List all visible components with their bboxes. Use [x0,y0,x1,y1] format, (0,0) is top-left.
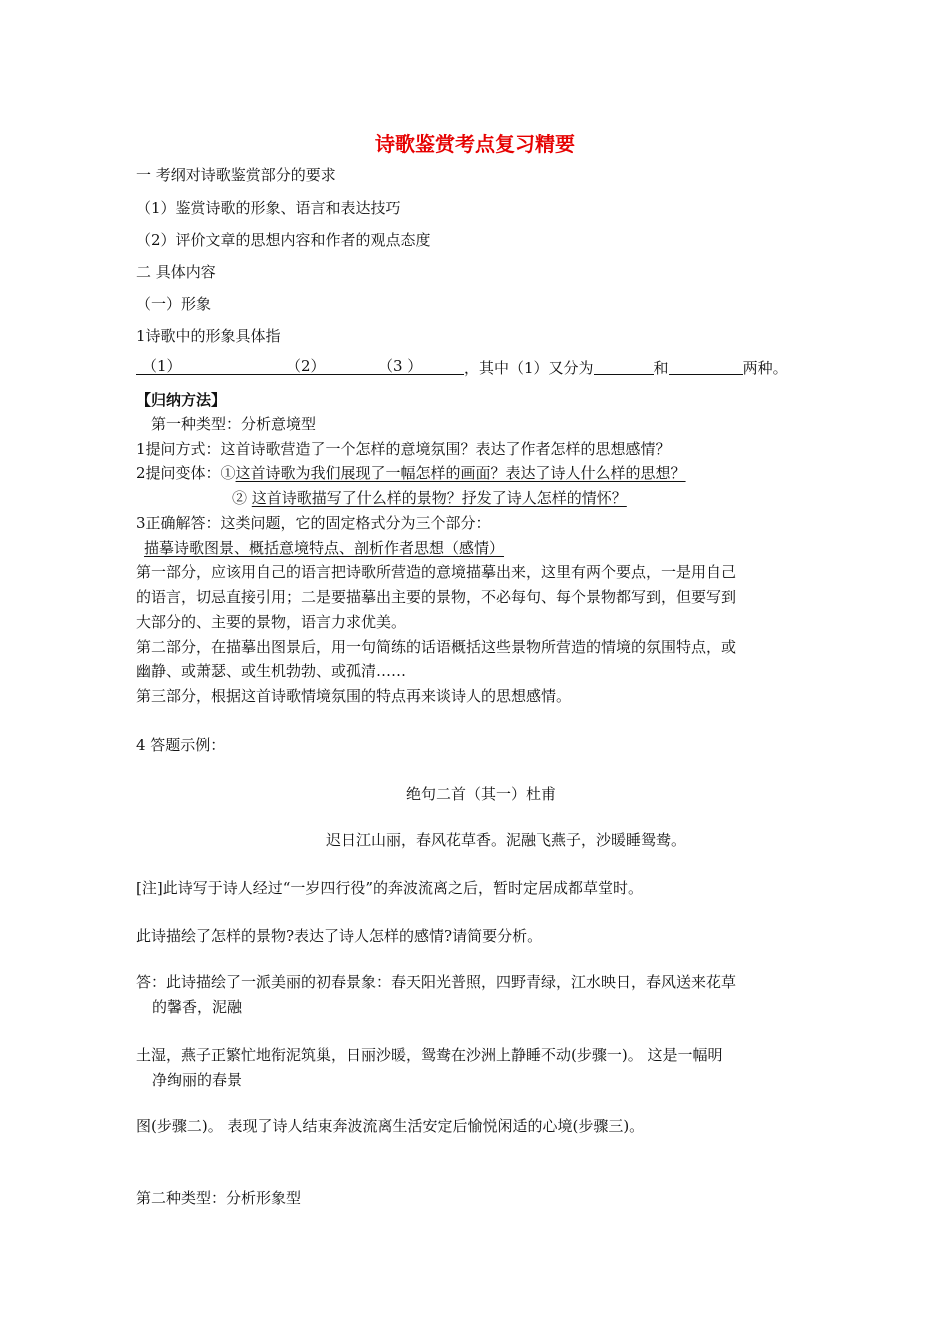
example-question: 此诗描绘了怎样的景物?表达了诗人怎样的感情?请简要分析。 [136,927,543,945]
part1-line-2: 的语言，切忌直接引用；二是要描摹出主要的景物，不必每句、每个景物都写到，但要写到 [136,588,737,606]
type2-heading: 第二种类型：分析形象型 [136,1189,302,1207]
requirement-item-2: （2）评价文章的思想内容和作者的观点态度 [136,231,431,249]
method-heading: 【归纳方法】 [136,391,227,409]
section1-heading: 一 考纲对诗歌鉴赏部分的要求 [136,166,336,184]
subsection-image: （一）形象 [136,295,212,313]
answer-formula: 描摹诗歌图景、概括意境特点、剖析作者思想（感情） [144,539,505,557]
blank-1: （1） [136,358,282,375]
part2-line-2: 幽静、或萧瑟、或生机勃勃、或孤清…… [136,662,407,680]
question-variant-2: ② 这首诗歌描写了什么样的景物？抒发了诗人怎样的情怀？ [232,489,627,507]
question-format: 1提问方式：这首诗歌营造了一个怎样的意境氛围？表达了作者怎样的思想感情？ [136,440,671,458]
answer-line-1: 答：此诗描绘了一派美丽的初春景象：春天阳光普照，四野青绿，江水映日，春风送来花草 [136,973,737,991]
requirement-item-1: （1）鉴赏诗歌的形象、语言和表达技巧 [136,199,401,217]
poem-body: 迟日江山丽，春风花草香。泥融飞燕子，沙暖睡鸳鸯。 [326,831,687,849]
fill-and-text: 和 [653,359,669,377]
answer-line-2: 的馨香，泥融 [152,998,243,1016]
example-heading: 4 答题示例： [136,736,226,754]
fill-end-text: 两种。 [742,359,788,377]
answer-line-4: 净绚丽的春景 [152,1071,243,1089]
part2-line-1: 第二部分，在描摹出图景后，用一句简练的话语概括这些景物所营造的情境的氛围特点，或 [136,638,737,656]
fill-mid-text: ，其中（1）又分为 [464,359,594,377]
part3-line: 第三部分，根据这首诗歌情境氛围的特点再来谈诗人的思想感情。 [136,687,572,705]
blank-2: （2） [282,358,374,375]
variant-2-text: 这首诗歌描写了什么样的景物？抒发了诗人怎样的情怀？ [251,489,627,507]
part1-line-3: 大部分的、主要的景物，语言力求优美。 [136,613,407,631]
poem-title: 绝句二首（其一）杜甫 [406,785,557,803]
question-variant-1: 2提问变体：①这首诗歌为我们展现了一幅怎样的画面？表达了诗人什么样的思想？ [136,464,686,482]
blank-4 [594,358,654,375]
poem-note: [注]此诗写于诗人经过“一岁四行役”的奔波流离之后，暂时定居成都草堂时。 [136,879,644,897]
section2-heading: 二 具体内容 [136,263,216,281]
point-1: 1诗歌中的形象具体指 [136,327,281,345]
variant-1-text: 这首诗歌为我们展现了一幅怎样的画面？表达了诗人什么样的思想？ [235,464,686,482]
blank-5 [669,358,743,375]
answer-line-5: 图(步骤二)。 表现了诗人结束奔波流离生活安定后愉悦闲适的心境(步骤三)。 [136,1117,645,1135]
fill-in-line [136,358,788,378]
blank-3: （3 ） [374,358,464,375]
document-title: 诗歌鉴赏考点复习精要 [375,132,575,156]
answer-line-3: 土湿，燕子正繁忙地衔泥筑巢，日丽沙暖，鸳鸯在沙洲上静睡不动(步骤一)。 这是一幅明 [136,1046,723,1064]
answer-format: 3正确解答：这类问题，它的固定格式分为三个部分： [136,514,491,532]
type1-heading: 第一种类型：分析意境型 [151,415,317,433]
part1-line-1: 第一部分，应该用自己的语言把诗歌所营造的意境描摹出来，这里有两个要点，一是用自己 [136,563,737,581]
